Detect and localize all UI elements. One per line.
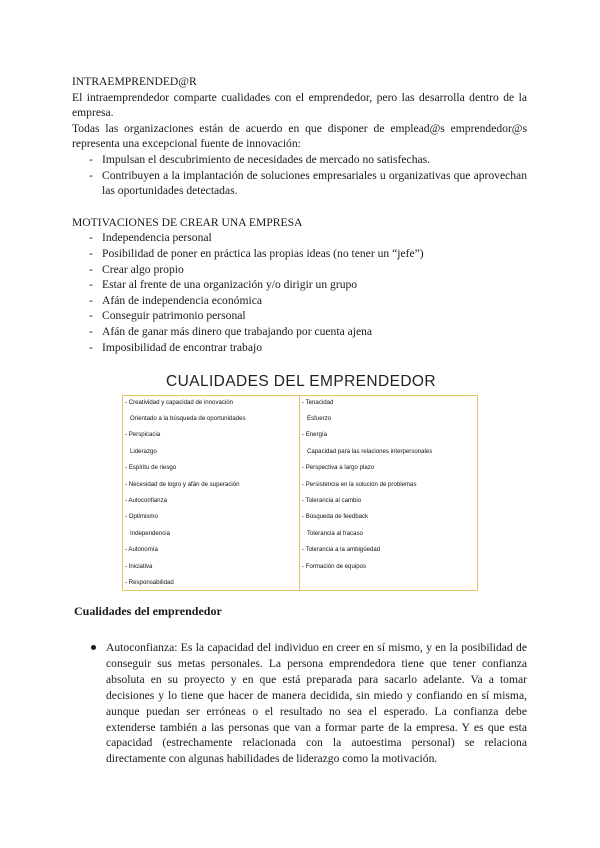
list-item: - Conseguir patrimonio personal xyxy=(72,308,527,324)
list-item: - Imposibilidad de encontrar trabajo xyxy=(72,340,527,356)
figure-left-column xyxy=(123,396,300,590)
list-item: - Posibilidad de poner en práctica las propias ideas (no tener un “jefe”) xyxy=(72,246,527,262)
intraemprendedor-paragraph-2: Todas las organizaciones están de acuerdo en que disponer de emplead@s emprendedor@s representa una excepcional fuente de innovación: xyxy=(72,121,527,151)
list-item: - Estar al frente de una organización y/o dirigir un grupo xyxy=(72,277,527,293)
figure-item: Liderazgo xyxy=(130,447,157,455)
figure-item: - Persistencia en la solución de problemas xyxy=(302,480,417,488)
figure-item: - Tolerancia al cambio xyxy=(302,496,362,504)
figure-item: - Iniciativa xyxy=(125,562,153,570)
bullet-icon xyxy=(91,645,96,650)
figure-item: - Optimismo xyxy=(125,513,158,521)
list-item: - Afán de independencia económica xyxy=(72,293,527,309)
cualidades-list xyxy=(72,640,527,767)
figure-item: - Creatividad y capacidad de innovación xyxy=(125,398,234,406)
figure-item: Independencia xyxy=(130,529,170,537)
figure-item: Orientado a la búsqueda de oportunidades xyxy=(130,414,246,422)
motivaciones-list xyxy=(72,230,527,355)
figure-item: - Tolerancia a la ambigüedad xyxy=(302,546,381,554)
figure-item: - Formación de equipos xyxy=(302,562,367,570)
cualidades-title: Cualidades del emprendedor xyxy=(74,604,222,618)
figure-item: Capacidad para las relaciones interpersonales xyxy=(307,447,433,455)
list-item: - Impulsan el descubrimiento de necesidades de mercado no satisfechas. xyxy=(72,152,527,168)
figure-item: - Espíritu de riesgo xyxy=(125,464,177,472)
list-item: - Independencia personal xyxy=(72,230,527,246)
innovation-list xyxy=(72,152,527,199)
document-body xyxy=(72,74,527,355)
figure-item: Tolerancia al fracaso xyxy=(307,529,363,537)
figure-item: - Perspectiva a largo plazo xyxy=(302,464,375,472)
figure-title: CUALIDADES DEL EMPRENDEDOR xyxy=(166,373,436,390)
figure-item: - Perspicacia xyxy=(125,431,161,439)
figure-item: - Necesidad de logro y afán de superación xyxy=(125,480,240,488)
figure-item: - Búsqueda de feedback xyxy=(302,513,369,521)
figure-item: Esfuerzo xyxy=(307,414,332,422)
figure-item: - Autonomía xyxy=(125,546,158,554)
figure-item: - Tenacidad xyxy=(302,398,334,406)
intraemprendedor-title: INTRAEMPRENDED@R xyxy=(72,75,197,88)
list-item: - Crear algo propio xyxy=(72,262,527,278)
cualidades-figure xyxy=(122,374,478,591)
list-item: - Afán de ganar más dinero que trabajando por cuenta ajena xyxy=(72,324,527,340)
figure-table xyxy=(122,395,478,591)
list-item: - Contribuyen a la implantación de soluciones empresariales u organizativas que aprovechan las oportunidades detectadas. xyxy=(72,168,527,199)
figure-right-column xyxy=(300,396,477,590)
list-item xyxy=(72,640,527,767)
intraemprendedor-paragraph-1: El intraemprendedor comparte cualidades con el emprendedor, pero las desarrolla dentro de la empresa. xyxy=(72,90,527,120)
motivaciones-title: MOTIVACIONES DE CREAR UNA EMPRESA xyxy=(72,215,303,229)
figure-item: - Energía xyxy=(302,431,328,439)
autoconfianza-text: Autoconfianza: Es la capacidad del individuo en creer en sí mismo, y en la posibilidad de conseguir sus metas personales. La persona emprendedora tiene que tener confianza absoluta en su proyecto y en que está preparada para sacarlo adelante. Va a tomar decisiones y lo tiene que hacer de manera decidida, sin miedo y confiando en sí misma, aunque puedan ser erróneas o el resultado no sea el esperado. La confianza debe extenderse también a las personas que van a formar parte de la empresa. Y es que esta capacidad (estrechamente relacionada con la autoestima personal) se relaciona directamente con algunas habilidades de liderazgo como la motivación. xyxy=(106,641,527,766)
figure-item: - Autoconfianza xyxy=(125,496,168,504)
figure-item: - Responsabilidad xyxy=(125,578,174,586)
